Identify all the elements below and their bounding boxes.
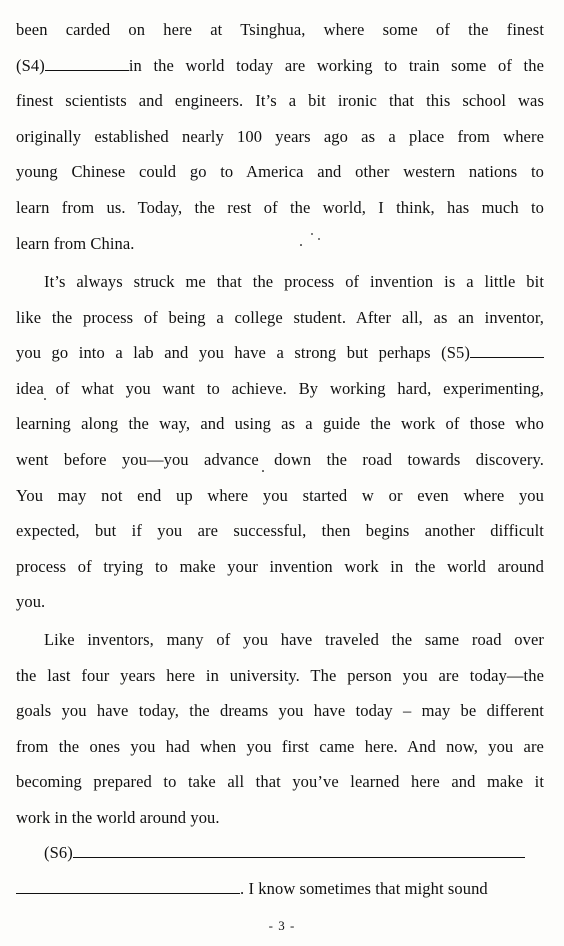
answer-blank-s4 bbox=[45, 56, 129, 71]
text-line-with-blank bbox=[16, 871, 544, 907]
text-line-with-blank bbox=[16, 835, 544, 871]
text-line: the last four years here in university. The person you are today—the bbox=[16, 665, 544, 685]
text-line: from the ones you had when you first came here. And now, you are bbox=[16, 736, 544, 756]
text-fragment: in the world today are working to train some of the bbox=[128, 55, 544, 75]
text-line: learning along the way, and using as a guide the work of those who bbox=[16, 414, 544, 434]
scan-speck bbox=[311, 233, 313, 235]
text-line: you. bbox=[16, 592, 46, 612]
paragraph-3 bbox=[16, 622, 544, 836]
paragraph-1 bbox=[16, 12, 544, 261]
text-line: originally established nearly 100 years ago as a place from where bbox=[16, 126, 544, 146]
blank-label-s4: (S4) bbox=[16, 55, 45, 75]
blank-label-s6: (S6) bbox=[44, 843, 73, 862]
text-line: work in the world around you. bbox=[16, 807, 220, 827]
text-line: young Chinese could go to America and other western nations to bbox=[16, 162, 544, 182]
text-line: went before you—you advance down the road towards discovery. bbox=[16, 449, 544, 469]
text-line: process of trying to make your invention work in the world around bbox=[16, 556, 544, 576]
text-line: It’s always struck me that the process of invention is a little bit bbox=[44, 272, 544, 291]
scan-speck bbox=[318, 238, 320, 240]
scan-speck bbox=[300, 244, 302, 246]
text-line: been carded on here at Tsinghua, where some of the finest bbox=[16, 20, 544, 39]
text-line: goals you have today, the dreams you have today – may be different bbox=[16, 701, 544, 721]
paragraph-4 bbox=[16, 835, 544, 906]
text-fragment: you go into a lab and you have a strong but perhaps (S5) bbox=[16, 343, 470, 363]
text-line: expected, but if you are successful, then begins another difficult bbox=[16, 521, 544, 541]
text-line: You may not end up where you started w or even where you bbox=[16, 485, 544, 505]
answer-blank-s6 bbox=[73, 843, 525, 858]
text-line: Like inventors, many of you have traveled the same road over bbox=[44, 630, 544, 649]
answer-blank-s6-continued bbox=[16, 879, 240, 894]
scan-speck bbox=[44, 398, 46, 400]
text-line: like the process of being a college student. After all, as an inventor, bbox=[16, 307, 544, 327]
scan-speck bbox=[262, 470, 264, 472]
text-line: becoming prepared to take all that you’ve learned here and make it bbox=[16, 772, 544, 792]
text-line-with-blank bbox=[16, 335, 544, 371]
text-line: idea of what you want to achieve. By working hard, experimenting, bbox=[16, 378, 544, 398]
paragraph-2 bbox=[16, 264, 544, 620]
page-number: - 3 - bbox=[268, 918, 296, 933]
text-line: learn from China. bbox=[16, 233, 135, 253]
text-line: finest scientists and engineers. It’s a bit ironic that this school was bbox=[16, 91, 544, 111]
text-line: learn from us. Today, the rest of the world, I think, has much to bbox=[16, 197, 544, 217]
answer-blank-s5 bbox=[470, 343, 544, 358]
text-line-with-blank bbox=[16, 48, 544, 84]
text-fragment: . I know sometimes that might sound bbox=[240, 878, 488, 898]
